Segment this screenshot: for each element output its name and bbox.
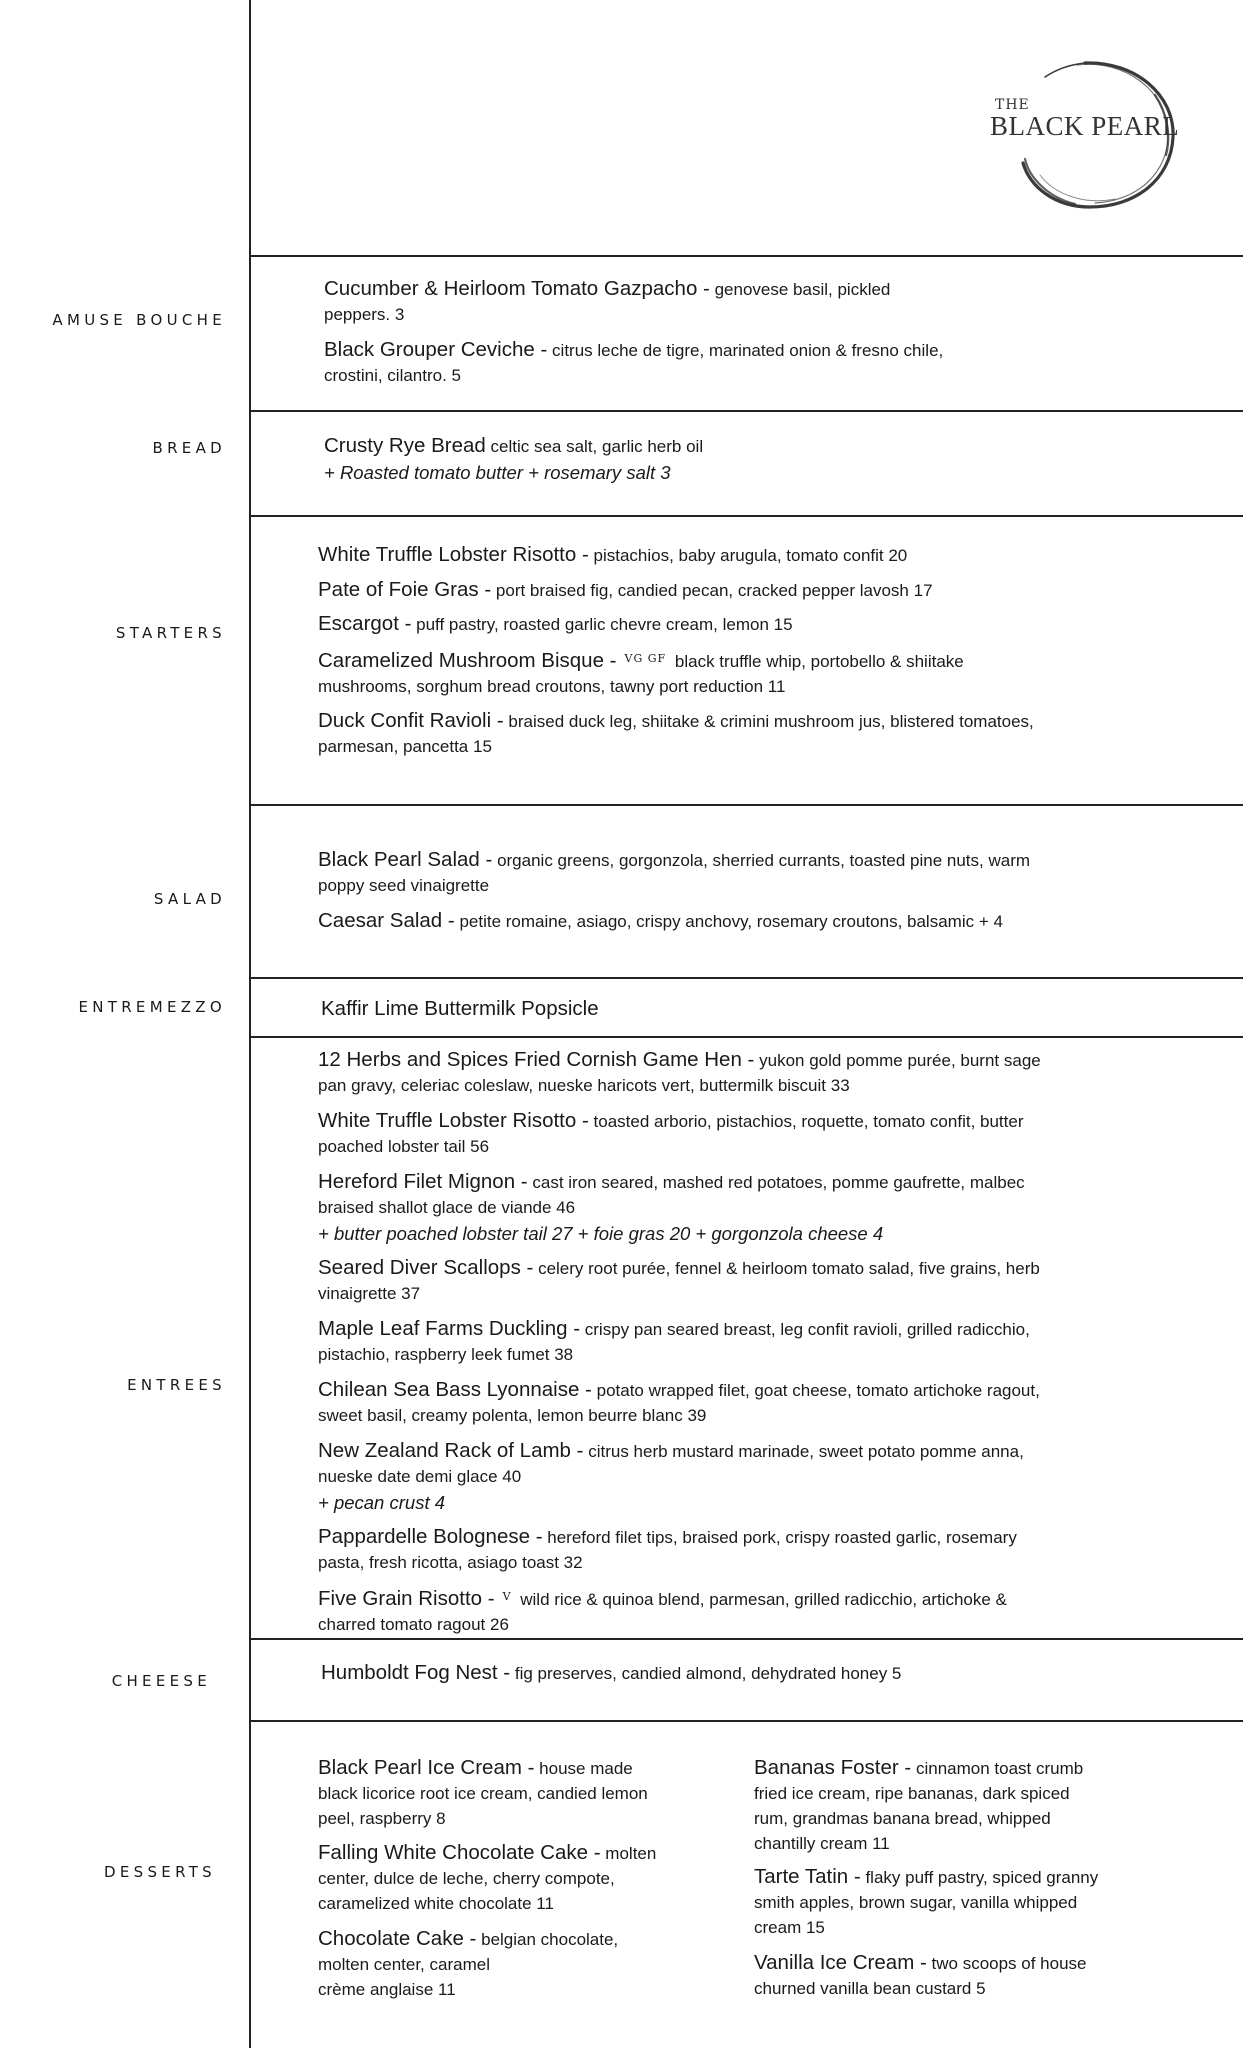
item-name: Escargot - bbox=[318, 612, 412, 635]
item-desc: braised duck leg, shiitake & crimini mushroom jus, blistered tomatoes, bbox=[503, 712, 1034, 731]
item-name: Pappardelle Bolognese - bbox=[318, 1525, 543, 1548]
item-name: Duck Confit Ravioli - bbox=[318, 709, 504, 732]
section-label-cheese: CHEEESE bbox=[111, 1672, 211, 1690]
item-name: Five Grain Risotto - bbox=[318, 1587, 495, 1610]
menu-item bbox=[324, 276, 1224, 327]
black-pearl-logo bbox=[985, 55, 1195, 215]
menu-item bbox=[318, 542, 1218, 568]
item-desc: hereford filet tips, braised pork, crispy roasted garlic, rosemary bbox=[542, 1528, 1017, 1547]
item-name: Seared Diver Scallops - bbox=[318, 1256, 534, 1279]
divider bbox=[249, 804, 1243, 806]
item-desc: house made bbox=[534, 1759, 633, 1778]
divider bbox=[249, 1036, 1243, 1038]
logo-the: THE bbox=[995, 97, 1030, 113]
divider bbox=[249, 977, 1243, 979]
item-desc: parmesan, pancetta 15 bbox=[318, 737, 492, 756]
item-name: Crusty Rye Bread bbox=[324, 434, 486, 457]
item-desc: pan gravy, celeriac coleslaw, nueske haricots vert, buttermilk biscuit 33 bbox=[318, 1076, 850, 1095]
menu-item bbox=[318, 611, 1218, 637]
item-desc: wild rice & quinoa blend, parmesan, grilled radicchio, artichoke & bbox=[515, 1590, 1007, 1609]
item-desc: poppy seed vinaigrette bbox=[318, 876, 490, 895]
item-desc: port braised fig, candied pecan, cracked pepper lavosh 17 bbox=[491, 581, 933, 600]
item-desc: two scoops of house bbox=[926, 1954, 1087, 1973]
item-desc: black licorice root ice cream, candied lemon bbox=[318, 1784, 648, 1803]
item-name: Tarte Tatin - bbox=[754, 1865, 861, 1888]
section-label-starters: STARTERS bbox=[115, 624, 226, 642]
divider bbox=[249, 515, 1243, 517]
item-desc: toasted arborio, pistachios, roquette, tomato confit, butter bbox=[588, 1112, 1024, 1131]
item-name: New Zealand Rack of Lamb - bbox=[318, 1439, 584, 1462]
item-name: Falling White Chocolate Cake - bbox=[318, 1841, 601, 1864]
item-desc: fried ice cream, ripe bananas, dark spiced bbox=[754, 1784, 1070, 1803]
item-desc: charred tomato ragout 26 bbox=[318, 1615, 509, 1634]
item-desc: braised shallot glace de viande 46 bbox=[318, 1198, 576, 1217]
menu-item bbox=[754, 1755, 1194, 1856]
item-name: Bananas Foster - bbox=[754, 1756, 912, 1779]
menu-item bbox=[321, 996, 1221, 1022]
menu-item bbox=[318, 577, 1218, 603]
menu-item bbox=[318, 1316, 1218, 1367]
dietary-tag: V bbox=[502, 1590, 512, 1603]
item-name: Caramelized Mushroom Bisque - bbox=[318, 649, 617, 672]
item-name: White Truffle Lobster Risotto - bbox=[318, 543, 589, 566]
item-addon: + butter poached lobster tail 27 + foie gras 20 + gorgonzola cheese 4 bbox=[318, 1223, 884, 1244]
item-desc: fig preserves, candied almond, dehydrated honey 5 bbox=[510, 1664, 902, 1683]
vertical-divider bbox=[249, 0, 251, 2048]
menu-item bbox=[318, 1524, 1218, 1575]
item-name: 12 Herbs and Spices Fried Cornish Game Hen - bbox=[318, 1048, 755, 1071]
item-desc: peel, raspberry 8 bbox=[318, 1809, 446, 1828]
item-desc: black truffle whip, portobello & shiitake bbox=[670, 652, 964, 671]
logo-black-pearl: BLACK PEARL bbox=[990, 111, 1180, 141]
item-desc: molten center, caramel bbox=[318, 1955, 490, 1974]
item-name: Kaffir Lime Buttermilk Popsicle bbox=[321, 997, 599, 1020]
dietary-tag: VG GF bbox=[624, 652, 667, 665]
item-desc: cream 15 bbox=[754, 1918, 825, 1937]
item-desc: nueske date demi glace 40 bbox=[318, 1467, 522, 1486]
item-desc: pasta, fresh ricotta, asiago toast 32 bbox=[318, 1553, 583, 1572]
item-name: Black Pearl Ice Cream - bbox=[318, 1756, 535, 1779]
menu-item bbox=[318, 1377, 1218, 1428]
menu-item bbox=[318, 1108, 1218, 1159]
item-name: Black Pearl Salad - bbox=[318, 848, 493, 871]
item-addon: + Roasted tomato butter + rosemary salt 3 bbox=[324, 462, 671, 483]
item-desc: crostini, cilantro. 5 bbox=[324, 366, 461, 385]
menu-item bbox=[318, 1169, 1218, 1246]
item-desc: crispy pan seared breast, leg confit ravioli, grilled radicchio, bbox=[580, 1320, 1030, 1339]
item-desc: cinnamon toast crumb bbox=[911, 1759, 1084, 1778]
menu-item bbox=[318, 1926, 738, 2002]
item-name: Chilean Sea Bass Lyonnaise - bbox=[318, 1378, 592, 1401]
section-label-desserts: DESSERTS bbox=[104, 1863, 216, 1881]
menu-item bbox=[318, 908, 1218, 934]
item-desc: petite romaine, asiago, crispy anchovy, rosemary croutons, balsamic + 4 bbox=[454, 912, 1003, 931]
section-label-entrees: ENTREES bbox=[127, 1376, 226, 1394]
menu-item bbox=[318, 1840, 738, 1916]
item-desc: caramelized white chocolate 11 bbox=[318, 1894, 554, 1913]
item-desc: poached lobster tail 56 bbox=[318, 1137, 490, 1156]
menu-item bbox=[318, 1438, 1218, 1515]
item-name: Caesar Salad - bbox=[318, 909, 455, 932]
item-desc: potato wrapped filet, goat cheese, tomato artichoke ragout, bbox=[591, 1381, 1040, 1400]
item-desc: center, dulce de leche, cherry compote, bbox=[318, 1869, 615, 1888]
item-desc: crème anglaise 11 bbox=[318, 1980, 456, 1999]
item-desc: molten bbox=[600, 1844, 657, 1863]
item-desc: citrus leche de tigre, marinated onion & fresno chile, bbox=[547, 341, 944, 360]
item-desc: peppers. 3 bbox=[324, 305, 405, 324]
item-desc: celery root purée, fennel & heirloom tomato salad, five grains, herb bbox=[533, 1259, 1040, 1278]
item-name: Hereford Filet Mignon - bbox=[318, 1170, 528, 1193]
divider bbox=[249, 1638, 1243, 1640]
menu-item bbox=[318, 646, 1218, 699]
item-desc: vinaigrette 37 bbox=[318, 1284, 421, 1303]
item-desc: sweet basil, creamy polenta, lemon beurre blanc 39 bbox=[318, 1406, 707, 1425]
divider bbox=[249, 410, 1243, 412]
item-desc: flaky puff pastry, spiced granny bbox=[860, 1868, 1099, 1887]
section-label-salad: SALAD bbox=[153, 890, 226, 908]
item-desc: celtic sea salt, garlic herb oil bbox=[485, 437, 704, 456]
section-label-amuse-bouche: AMUSE BOUCHE bbox=[52, 311, 226, 329]
item-name: White Truffle Lobster Risotto - bbox=[318, 1109, 589, 1132]
menu-item bbox=[754, 1864, 1194, 1940]
item-desc: rum, grandmas banana bread, whipped bbox=[754, 1809, 1051, 1828]
menu-item bbox=[754, 1950, 1194, 2001]
item-desc: mushrooms, sorghum bread croutons, tawny port reduction 11 bbox=[318, 677, 786, 696]
menu-item bbox=[324, 337, 1224, 388]
item-name: Maple Leaf Farms Duckling - bbox=[318, 1317, 581, 1340]
divider bbox=[249, 255, 1243, 257]
item-desc: citrus herb mustard marinade, sweet potato pomme anna, bbox=[583, 1442, 1024, 1461]
item-desc: cast iron seared, mashed red potatoes, pomme gaufrette, malbec bbox=[527, 1173, 1025, 1192]
item-desc: belgian chocolate, bbox=[476, 1930, 619, 1949]
item-desc: puff pastry, roasted garlic chevre cream, lemon 15 bbox=[411, 615, 793, 634]
item-name: Cucumber & Heirloom Tomato Gazpacho - bbox=[324, 277, 710, 300]
item-desc: pistachios, baby arugula, tomato confit 20 bbox=[588, 546, 908, 565]
item-desc: yukon gold pomme purée, burnt sage bbox=[754, 1051, 1041, 1070]
item-name: Vanilla Ice Cream - bbox=[754, 1951, 927, 1974]
item-name: Chocolate Cake - bbox=[318, 1927, 477, 1950]
menu-item bbox=[318, 1755, 738, 1831]
menu-item bbox=[318, 1047, 1218, 1098]
menu-item bbox=[318, 708, 1218, 759]
item-name: Pate of Foie Gras - bbox=[318, 578, 492, 601]
menu-item bbox=[318, 1584, 1218, 1637]
menu-item bbox=[321, 1660, 1221, 1686]
section-label-bread: BREAD bbox=[152, 439, 226, 457]
item-desc: organic greens, gorgonzola, sherried currants, toasted pine nuts, warm bbox=[492, 851, 1031, 870]
item-desc: churned vanilla bean custard 5 bbox=[754, 1979, 986, 1998]
item-name: Humboldt Fog Nest - bbox=[321, 1661, 511, 1684]
section-label-entremezzo: ENTREMEZZO bbox=[78, 998, 226, 1016]
menu-item bbox=[324, 433, 1224, 485]
menu-item bbox=[318, 847, 1218, 898]
menu-item bbox=[318, 1255, 1218, 1306]
divider bbox=[249, 1720, 1243, 1722]
item-desc: genovese basil, pickled bbox=[709, 280, 891, 299]
item-desc: chantilly cream 11 bbox=[754, 1834, 890, 1853]
item-desc: pistachio, raspberry leek fumet 38 bbox=[318, 1345, 574, 1364]
item-addon: + pecan crust 4 bbox=[318, 1492, 446, 1513]
item-desc: smith apples, brown sugar, vanilla whipped bbox=[754, 1893, 1078, 1912]
item-name: Black Grouper Ceviche - bbox=[324, 338, 548, 361]
